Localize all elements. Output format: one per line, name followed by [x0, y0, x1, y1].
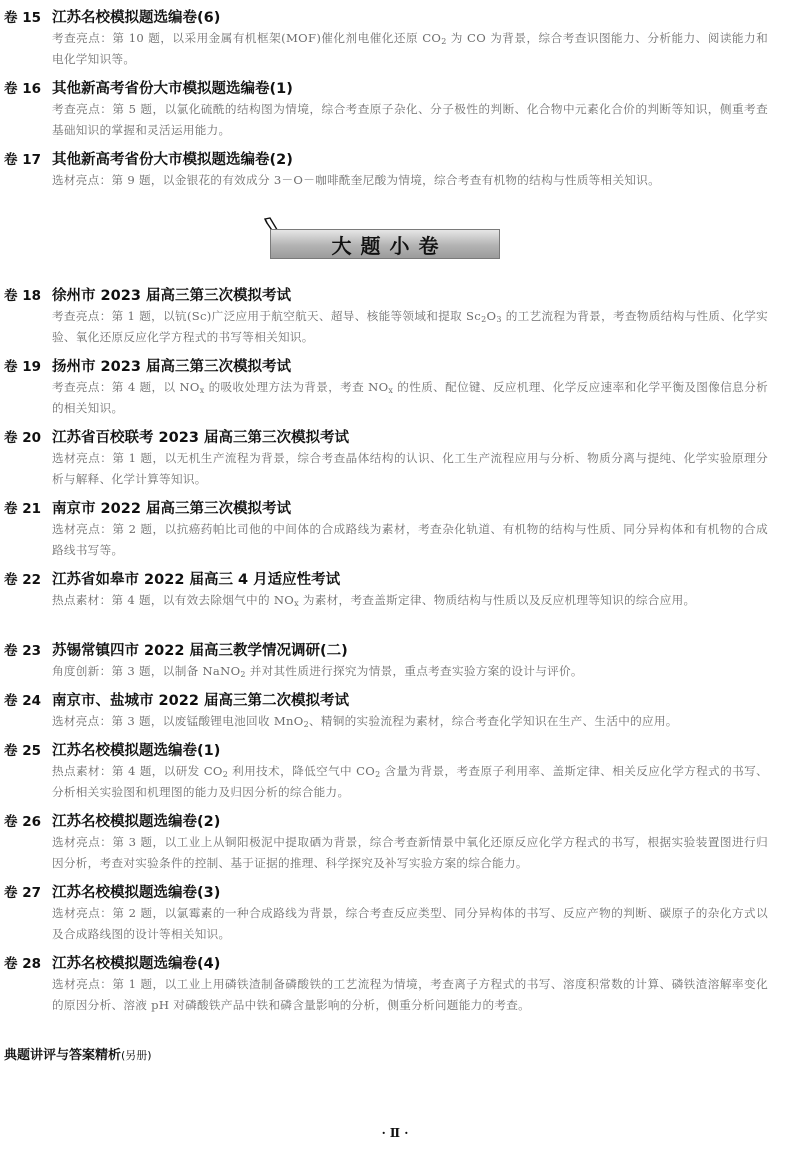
volume-number: 卷 24 — [4, 693, 41, 709]
answer-booklet-note — [4, 1044, 152, 1063]
volume-description: 选材亮点：第 2 题，以抗癌药帕比司他的中间体的合成路线为素材，考查杂化轨道、有机物的结构与性质、同分异构体和有机物的合成路线书写等。 — [52, 522, 768, 557]
volume-number: 卷 28 — [4, 956, 41, 972]
toc-entry — [0, 77, 790, 141]
volume-title: 江苏名校模拟题选编卷(6) — [52, 10, 221, 26]
toc-entry — [0, 6, 790, 70]
volume-title: 江苏省百校联考 2023 届高三第三次模拟考试 — [52, 430, 349, 446]
toc-entry — [0, 739, 790, 803]
volume-title: 江苏名校模拟题选编卷(1) — [52, 743, 221, 759]
volume-title: 江苏名校模拟题选编卷(2) — [52, 814, 221, 830]
toc-entry — [0, 689, 790, 732]
volume-title: 其他新高考省份大市模拟题选编卷(2) — [52, 152, 293, 168]
volume-description: 选材亮点：第 9 题，以金银花的有效成分 3－O－咖啡酰奎尼酸为情境，综合考查有机物的结构与性质等相关知识。 — [52, 173, 661, 187]
volume-description: 热点素材：第 4 题，以有效去除烟气中的 $NO_x$ 为素材，考查盖斯定律、物质结构与性质以及反应机理等知识的综合应用。 — [52, 593, 696, 608]
volume-number: 卷 22 — [4, 572, 41, 588]
answer-booklet-paren: (另册) — [121, 1049, 152, 1062]
toc-entry — [0, 810, 790, 874]
volume-number: 卷 20 — [4, 430, 41, 446]
toc-entry — [0, 148, 790, 191]
toc-entry — [0, 497, 790, 561]
volume-title: 江苏省如皋市 2022 届高三 4 月适应性考试 — [52, 572, 341, 588]
volume-number: 卷 26 — [4, 814, 41, 830]
toc-entry — [0, 881, 790, 945]
toc-entry — [0, 426, 790, 490]
section-banner-box — [270, 229, 500, 259]
volume-number: 卷 18 — [4, 288, 41, 304]
volume-number: 卷 27 — [4, 885, 41, 901]
section-title: 大题小卷 — [331, 233, 448, 258]
toc-entry — [0, 568, 790, 611]
volume-description: 选材亮点：第 2 题，以氯霉素的一种合成路线为背景，综合考查反应类型、同分异构体的书写、反应产物的判断、碳原子的杂化方式以及合成路线图的设计等相关知识。 — [52, 906, 768, 941]
volume-number: 卷 25 — [4, 743, 41, 759]
answer-booklet-title: 典题讲评与答案精析 — [4, 1048, 122, 1063]
toc-entry — [0, 284, 790, 348]
volume-description: 选材亮点：第 3 题，以工业上从铜阳极泥中提取硒为背景，综合考查新情景中氧化还原反应化学方程式的书写，根据实验装置图进行归因分析，考查对实验条件的控制、基于证据的推理、科学探究及补写实验方案的综合能力。 — [52, 835, 768, 870]
volume-title: 南京市 2022 届高三第三次模拟考试 — [52, 501, 291, 517]
toc-entry — [0, 639, 790, 682]
volume-title: 江苏名校模拟题选编卷(4) — [52, 956, 221, 972]
volume-description: 选材亮点：第 1 题，以无机生产流程为背景，综合考查晶体结构的认识、化工生产流程应用与分析、物质分离与提纯、化学实验原理分析与解释、化学计算等知识。 — [52, 451, 768, 486]
volume-number: 卷 23 — [4, 643, 41, 659]
volume-title: 苏锡常镇四市 2022 届高三教学情况调研(二) — [52, 643, 348, 659]
volume-description: 选材亮点：第 3 题，以废锰酸锂电池回收 MnO$_2$、精铜的实验流程为素材，综合考查化学知识在生产、生活中的应用。 — [52, 714, 678, 729]
volume-title: 扬州市 2023 届高三第三次模拟考试 — [52, 359, 291, 375]
volume-description: 热点素材：第 4 题，以研发 $CO_2$ 利用技术，降低空气中 $CO_2$ 含量为背景，考查原子利用率、盖斯定律、相关反应化学方程式的书写、分析相关实验图和机理图的能力及归因分析的综合能力。 — [52, 764, 768, 799]
volume-number: 卷 16 — [4, 81, 41, 97]
toc-entry — [0, 952, 790, 1016]
volume-title: 其他新高考省份大市模拟题选编卷(1) — [52, 81, 293, 97]
volume-description: 角度创新：第 3 题，以制备 NaNO$_2$ 并对其性质进行探究为情景，重点考查实验方案的设计与评价。 — [52, 664, 583, 679]
volume-description: 考查亮点：第 4 题，以 $NO_x$ 的吸收处理方法为背景，考查 $NO_x$ 的性质、配位键、反应机理、化学反应速率和化学平衡及图像信息分析的相关知识。 — [52, 380, 768, 415]
volume-description: 考查亮点：第 5 题，以氯化硫酰的结构图为情境，综合考查原子杂化、分子极性的判断、化合物中元素化合价的判断等知识，侧重考查基础知识的掌握和灵活运用能力。 — [52, 102, 768, 137]
volume-description: 选材亮点：第 1 题，以工业上用磷铁渣制备磷酸铁的工艺流程为情境，考查离子方程式的书写、溶度积常数的计算、磷铁渣溶解率变化的原因分析、溶液 pH 对磷酸铁产品中铁和磷含量影响的分析，侧重分析问题能力的考查。 — [52, 977, 768, 1012]
volume-number: 卷 15 — [4, 10, 41, 26]
section-banner — [262, 217, 502, 261]
toc-entry — [0, 355, 790, 419]
volume-number: 卷 19 — [4, 359, 41, 375]
volume-number: 卷 17 — [4, 152, 41, 168]
volume-title: 南京市、盐城市 2022 届高三第二次模拟考试 — [52, 693, 349, 709]
volume-title: 徐州市 2023 届高三第三次模拟考试 — [52, 288, 291, 304]
volume-description: 考查亮点：第 10 题，以采用金属有机框架(MOF)催化剂电催化还原 $CO_2$ 为 CO 为背景，综合考查识图能力、分析能力、阅读能力和电化学知识等。 — [52, 31, 768, 66]
volume-title: 江苏名校模拟题选编卷(3) — [52, 885, 221, 901]
volume-description: 考查亮点：第 1 题，以钪(Sc)广泛应用于航空航天、超导、核能等领域和提取 $Sc_2O_3$ 的工艺流程为背景，考查物质结构与性质、化学实验、氧化还原反应化学方程式的书写等相关知识。 — [52, 309, 769, 344]
page-number: · Ⅱ · — [381, 1126, 409, 1140]
volume-number: 卷 21 — [4, 501, 41, 517]
